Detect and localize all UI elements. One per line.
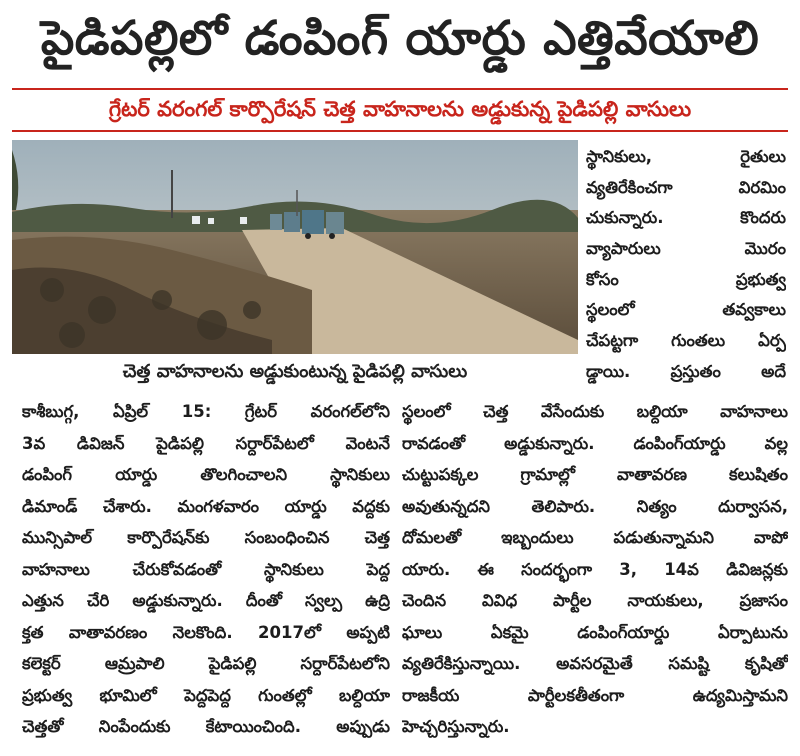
text-line: డిమాండ్ చేశారు. మంగళవారం యార్డు వద్దకు: [22, 496, 390, 516]
text-line: స్థానికులు, రైతులు: [586, 147, 786, 166]
text-line: చుకున్నారు. కొందరు: [586, 208, 786, 228]
news-photo: [12, 140, 578, 354]
text-line: ఘాలు ఏకమై డంపింగ్‌యార్డు ఏర్పాటును: [402, 622, 788, 642]
headline: పైడిపల్లిలో డంపింగ్ యార్డు ఎత్తివేయాలి: [40, 11, 760, 66]
text-line: వ్యాపారులు మొరం: [586, 239, 786, 259]
text-line: స్థలంలో చెత్త వేసేందుకు బల్దియా వాహనాలు: [402, 402, 788, 421]
text-line: చెత్తతో నింపేందుకు కేటాయించింది. అప్పుడు: [22, 717, 390, 736]
text-line: కాశీబుగ్గ, ఏప్రిల్ 15: గ్రేటర్ వరంగల్‌లోని: [22, 402, 390, 421]
text-line: డ్డాయి. ప్రస్తుతం అదే: [586, 361, 786, 381]
text-line: అవుతున్నదని తెలిపారు. నిత్యం దుర్వాసన,: [402, 496, 788, 516]
text-line: దోమలతో ఇబ్బందులు పడుతున్నామని వాపో: [402, 528, 788, 547]
text-line: 3వ డివిజన్ పైడిపల్లి సర్దార్‌పేటలో వెంటనే: [22, 433, 390, 453]
text-line: డంపింగ్ యార్డు తొలగించాలని స్థానికులు: [22, 465, 390, 484]
text-line: కోసం ప్రభుత్వ: [586, 269, 786, 289]
text-line: క్తత వాతావరణం నెలకొంది. 2017లో అప్పటి: [22, 622, 390, 642]
text-line: కలెక్టర్ ఆమ్రపాలి పైడిపల్లి సర్దార్‌పేటలోని: [22, 654, 390, 673]
text-line: వ్యతిరేకించగా విరమిం: [586, 177, 786, 197]
text-line: రావడంతో అడ్డుకున్నారు. డంపింగ్‌యార్డు వల్ల: [402, 433, 788, 453]
side-column: [586, 142, 786, 388]
text-line: వ్యతిరేకిస్తున్నాయి. అవసరమైతే సమష్టి కృషితో: [402, 654, 788, 673]
text-line: చెందిన వివిధ పార్టీల నాయకులు, ప్రజాసం: [402, 591, 788, 610]
text-line: యారు. ఈ సందర్భంగా 3, 14వ డివిజన్లకు: [402, 559, 788, 579]
text-line: చుట్టుపక్కల గ్రామాల్లో వాతావరణ కలుషితం: [402, 465, 788, 484]
right-column: [402, 396, 788, 743]
text-line: చేపట్టగా గుంతలు ఏర్ప: [586, 331, 786, 351]
text-line: రాజకీయ పార్టీలకతీతంగా ఉద్యమిస్తామని: [402, 685, 788, 705]
text-line: స్థలంలో తవ్వకాలు: [586, 300, 786, 320]
text-line: ప్రభుత్వ భూమిలో పెద్దపెద్ద గుంతల్లో బల్దియా: [22, 685, 390, 705]
text-line: ఎత్తున చేరి అడ్డుకున్నారు. దీంతో స్వల్ప ఉద్రి: [22, 591, 390, 610]
text-line: మున్సిపాల్ కార్పొరేషన్‌కు సంబంధించిన చెత్త: [22, 528, 390, 547]
photo-scene: [12, 140, 578, 354]
left-column: [22, 396, 390, 743]
subheadline: గ్రేటర్ వరంగల్ కార్పొరేషన్ చెత్త వాహనాలను అడ్డుకున్న పైడిపల్లి వాసులు: [12, 88, 788, 132]
text-line: హెచ్చరిస్తున్నారు.: [402, 717, 510, 736]
photo-caption: చెత్త వాహనాలను అడ్డుకుంటున్న పైడిపల్లి వాసులు: [122, 361, 468, 382]
text-line: వాహనాలు చేరుకోవడంతో స్థానికులు పెద్ద: [22, 559, 390, 579]
